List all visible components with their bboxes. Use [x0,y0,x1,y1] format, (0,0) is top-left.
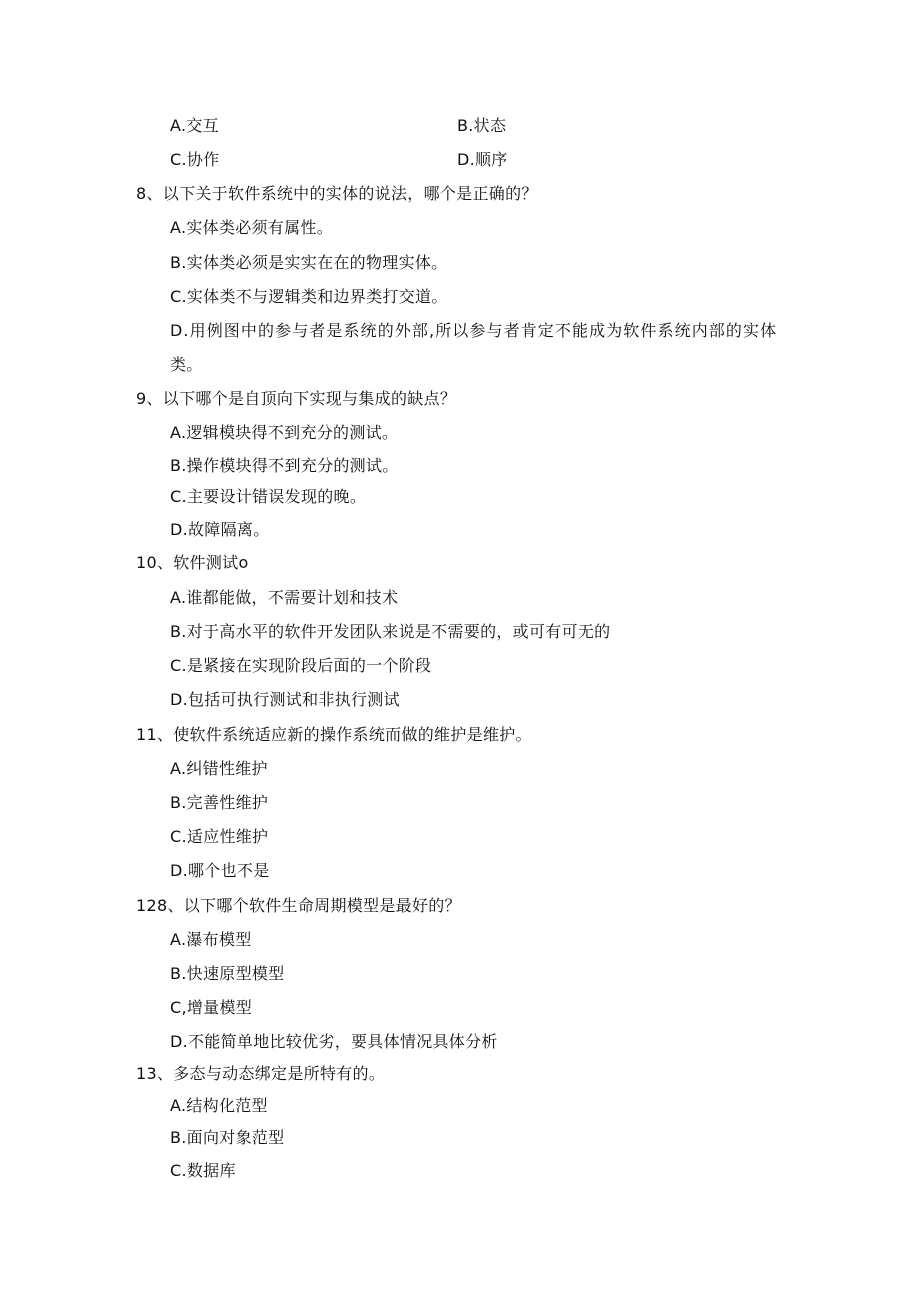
q12-option-b: B.快速原型模型 [170,964,285,983]
q8-option-d: D.用例图中的参与者是系统的外部,所以参与者肯定不能成为软件系统内部的实体 [170,321,778,340]
q8-option-d-continued: 类。 [170,355,203,374]
q8-option-c: C.实体类不与逻辑类和边界类打交道。 [170,287,448,306]
q7-option-a: A.交互 [170,116,219,135]
q9-option-a: A.逻辑模块得不到充分的测试。 [170,423,399,442]
q11-option-c: C.适应性维护 [170,827,269,846]
q9-option-d: D.故障隔离。 [170,520,270,539]
q10-question: 10、软件测试o [136,553,249,572]
q7-option-c: C.协作 [170,150,220,169]
q13-option-c: C.数据库 [170,1161,236,1180]
q12-option-c: C,增量模型 [170,998,253,1017]
q11-option-a: A.纠错性维护 [170,759,268,778]
q13-option-b: B.面向对象范型 [170,1128,285,1147]
q13-option-a: A.结构化范型 [170,1096,268,1115]
q10-option-c: C.是紧接在实现阶段后面的一个阶段 [170,656,432,675]
q12-option-a: A.瀑布模型 [170,930,252,949]
q9-question: 9、以下哪个是自顶向下实现与集成的缺点？ [136,389,457,408]
q10-option-d: D.包括可执行测试和非执行测试 [170,690,400,709]
q8-option-a: A.实体类必须有属性。 [170,218,334,237]
q10-option-b: B.对于高水平的软件开发团队来说是不需要的，或可有可无的 [170,622,611,641]
q8-question: 8、以下关于软件系统中的实体的说法，哪个是正确的？ [136,184,538,203]
q13-question: 13、多态与动态绑定是所特有的。 [136,1064,386,1083]
q7-option-d: D.顺序 [457,150,508,169]
q11-option-b: B.完善性维护 [170,793,269,812]
q11-question: 11、使软件系统适应新的操作系统而做的维护是维护。 [136,725,532,744]
q12-option-d: D.不能简单地比较优劣，要具体情况具体分析 [170,1032,498,1051]
q11-option-d: D.哪个也不是 [170,861,270,880]
q10-option-a: A.谁都能做，不需要计划和技术 [170,588,399,607]
q7-option-b: B.状态 [457,116,507,135]
q8-option-b: B.实体类必须是实实在在的物理实体。 [170,253,448,272]
q9-option-c: C.主要设计错误发现的晚。 [170,487,367,506]
q9-option-b: B.操作模块得不到充分的测试。 [170,456,399,475]
q12-question: 128、以下哪个软件生命周期模型是最好的？ [136,896,461,915]
